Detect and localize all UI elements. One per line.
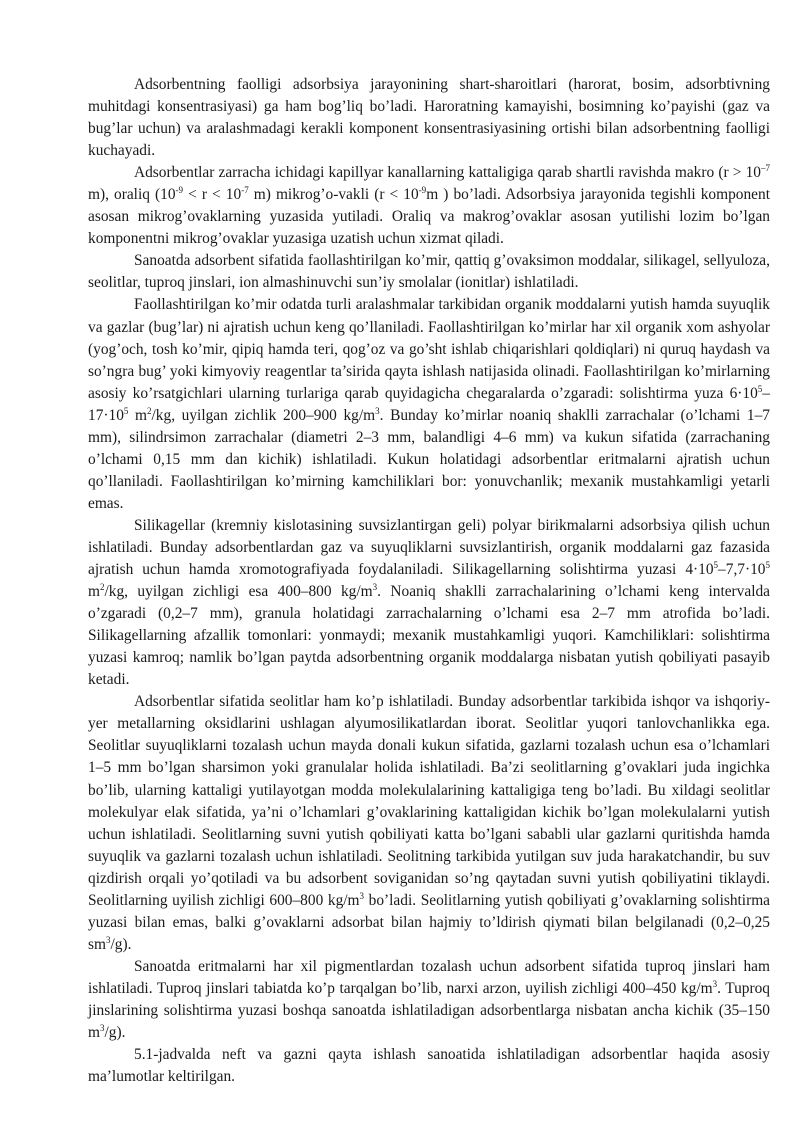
superscript: 3 <box>372 582 378 593</box>
superscript: 3 <box>359 890 365 901</box>
text-run: m ) bo’ladi. Adsorbsiya jarayonida tegishli komponent asosan mikrog’ovaklarning yuzasida yutiladi. Oraliq va makrog’ovaklar asosan yutilishi lozim bo’lgan komponentni mikrog’ovaklar yuzasiga uzatish uchun xizmat qiladi. <box>88 186 770 248</box>
text-run: bo’ladi. Seolitlarning yutish qobiliyati g’ovaklarning solishtirma yuzasi bilan emas, balki g’ovaklarni adsorbat bilan hajmiy to’ldirish qiymati bilan belgilanadi (0,2–0,25 sm <box>88 891 771 953</box>
superscript: 5 <box>123 405 129 416</box>
paragraph-silica-gel <box>88 515 770 691</box>
text-run: . Noaniq shaklli zarrachalarining o’lchami keng intervalda o’zgaradi (0,2–7 mm), granula holatidagi zarrachalarning o’lchami esa 2–7 mm atrofida bo’ladi. Silikagellarning afzallik tomonlari: yonmaydi; mexanik mustahkamligi yuqori. Kamchiliklari: solishtirma yuzasi kamroq; namlik bo’lgan paytda adsorbentning organik moddalarga nisbatan yutish qobiliyati pasayib ketadi. <box>88 583 771 689</box>
text-run: /g). <box>104 1024 126 1042</box>
text-run: 5.1-jadvalda neft va gazni qayta ishlash sanoatida ishlatiladigan adsorbentlar haqida asosiy ma’lumotlar keltirilgan. <box>88 1046 770 1086</box>
text-run: /kg, uyilgan zichligi esa 400–800 kg/m <box>104 583 373 601</box>
text-run: m <box>128 406 148 424</box>
text-run: Faollashtirilgan ko’mir odatda turli aralashmalar tarkibidan organik moddalarni yutish hamda suyuqlik va gazlar (bug’lar) ni ajratish uchun keng qo’llaniladi. Faollashtirilgan ko’mirlar har xil organik xom ashyolar (yog’och, tosh ko’mir, qipiq hamda teri, qog’oz va go’sht ishlab chiqarishlari qoldiqlari) ni quruq haydash va so’ngra bug’ yoki kimyoviy reagentlar ta’sirida qayta ishlash natijasida olinadi. Faollashtirilgan ko’mirlarning asosiy ko’rsatgichlari ularning turlariga qarab quyidagicha chegaralarda o’zgaradi: solishtirma yuza 6·10 <box>88 296 770 402</box>
superscript: –7 <box>761 163 770 174</box>
superscript: -9 <box>418 185 427 196</box>
superscript: 2 <box>99 582 105 593</box>
text-run: Adsorbentlar sifatida seolitlar ham ko’p ishlatiladi. Bunday adsorbentlar tarkibida ishqor va ishqoriy-yer metallarning oksidlarini ushlagan alyumosilikatlardan iborat. Seolitlar yuqori tanlovchanlikka ega. Seolitlar suyuqliklarni tozalash uchun mayda donali kukun sifatida, gazlarni tozalash uchun esa o’lchamlari 1–5 mm bo’lgan sharsimon yoki granulalar holida ishlatiladi. Ba’zi seolitlarning g’ovaklari juda ingichka bo’lib, ularning kattaligi yutilayotgan modda molekulalarining kattaligiga teng bo’ladi. Bu xildagi seolitlar molekulyar elak sifatida, ya’ni o’lchamlari g’ovaklarining kattaligidan kichik bo’lgan molekulalarni yutish uchun ishlatiladi. Seolitlarning suvni yutish qobiliyati katta bo’lgani sababli ular gazlarni quritishda hamda suyuqlik va gazlarni tozalash uchun ishlatiladi. Seolitning tarkibida yutilgan suv juda harakatchandir, bu suv qizdirish orqali yo’qotiladi va bu adsorbent soviganidan so’ng qaytadan suvni yutish qobiliyatini tiklaydi. Seolitlarning uyilish zichligi 600–800 kg/m <box>88 693 770 909</box>
text-run: Adsorbentning faolligi adsorbsiya jarayonining shart-sharoitlari (harorat, bosim, adsorbtivning muhitdagi konsentrasiyasi) ga ham bog’liq bo’ladi. Haroratning kamayishi, bosimning ko’payishi (gaz va bug’lar uchun) va aralashmadagi kerakli komponent konsentrasiyasining ortishi bilan adsorbentning faolligi kuchayadi. <box>88 76 770 160</box>
paragraph-clay-minerals <box>88 956 770 1044</box>
text-run: /kg, uyilgan zichlik 200–900 kg/m <box>151 406 376 424</box>
paragraph-table-reference <box>88 1044 770 1088</box>
superscript: -9 <box>175 185 184 196</box>
text-run: –7,7·10 <box>718 561 766 579</box>
document-page <box>88 74 770 1088</box>
paragraph-activated-carbon <box>88 294 770 514</box>
text-run: Sanoatda adsorbent sifatida faollashtirilgan ko’mir, qattiq g’ovaksimon moddalar, silikagel, sellyuloza, seolitlar, tuproq jinslari, ion almashinuvchi sun’iy smolalar (ionitlar) ishlatiladi. <box>88 252 770 292</box>
superscript: 3 <box>712 978 718 989</box>
text-run: Silikagellar (kremniy kislotasining suvsizlantirgan geli) polyar birikmalarni adsorbsiya qilish uchun ishlatiladi. Bunday adsorbentlardan gaz va suyuqliklarni suvsizlantirish, organik moddalarni gaz fazasida ajratish uchun hamda xromotografiyada foydalaniladi. Silikagellarning solishtirma yuzasi 4·10 <box>88 516 770 579</box>
text-run: m <box>88 583 100 601</box>
superscript: -7 <box>241 185 249 196</box>
paragraph-zeolites <box>88 691 770 956</box>
text-run: /g). <box>110 935 132 953</box>
superscript: 3 <box>105 934 111 945</box>
paragraph-pore-classification <box>88 162 770 250</box>
text-run: Sanoatda eritmalarni har xil pigmentlardan tozalash uchun adsorbent sifatida tuproq jinslari ham ishlatiladi. Tuproq jinslari tabiatda ko’p tarqalgan bo’lib, narxi arzon, uyilish zichligi 400–450 kg/m <box>88 957 770 997</box>
superscript: 2 <box>147 405 152 416</box>
text-run: m) mikrog’o-vakli (r < 10 <box>248 186 419 204</box>
paragraph-adsorbent-activity <box>88 74 770 162</box>
superscript: 5 <box>757 383 763 394</box>
paragraph-industrial-adsorbents <box>88 250 770 294</box>
text-run: –17·10 <box>88 384 770 424</box>
superscript: 5 <box>765 560 770 571</box>
text-run: . Bunday ko’mirlar noaniq shaklli zarrachalar (o’lchami 1–7 mm), silindrsimon zarrachalar (diametri 2–3 mm, balandligi 4–6 mm) va kukun sifatida (zarrachaning o’lchami 0,15 mm dan kichik) ishlatiladi. Kukun holatidagi adsorbentlar eritmalarni ajratish uchun qo’llaniladi. Faollashtirilgan ko’mirning kamchiliklari bor: yonuvchanlik; mexanik mustahkamligi yetarli emas. <box>88 406 770 512</box>
text-run: m), oraliq (10 <box>88 186 176 204</box>
superscript: 3 <box>375 405 380 416</box>
text-run: . Tuproq jinslarining solishtirma yuzasi boshqa sanoatda ishlatiladigan adsorbentlarga nisbatan ancha kichik (35–150 m <box>88 979 770 1042</box>
superscript: 5 <box>713 560 719 571</box>
text-run: < r < 10 <box>183 186 242 204</box>
superscript: 3 <box>99 1023 105 1034</box>
text-run: Adsorbentlar zarracha ichidagi kapillyar kanallarning kattaligiga qarab shartli ravishda makro (r > 10 <box>134 164 761 182</box>
